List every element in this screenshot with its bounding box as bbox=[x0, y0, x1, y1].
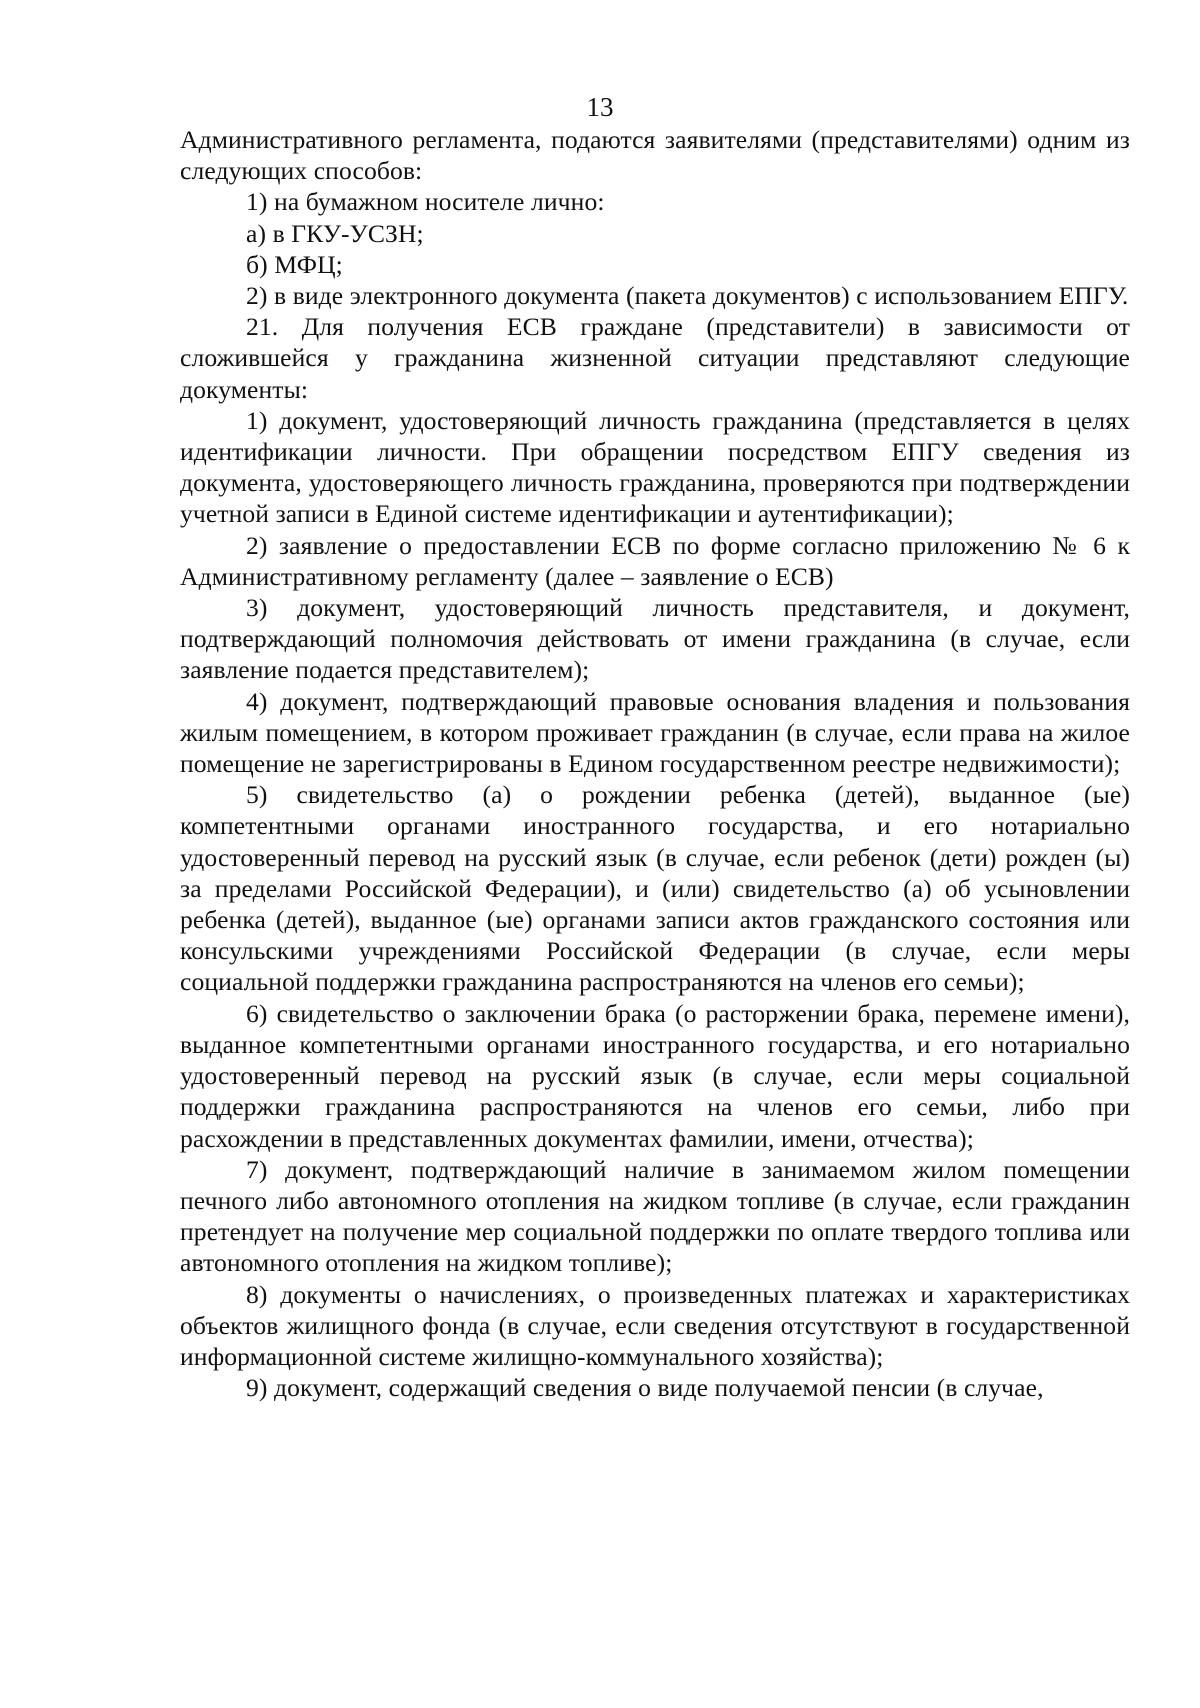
paragraph-doc-7: 7) документ, подтверждающий наличие в занимаемом жилом помещении печного либо автономного отопления на жидком топливе (в случае, если гражданин претендует на получение мер социальной поддержки по оплате твердого топлива или автономного отопления на жидком топливе); bbox=[180, 1154, 1130, 1278]
paragraph-doc-3: 3) документ, удостоверяющий личность представителя, и документ, подтверждающий полномочия действовать от имени гражданина (в случае, если заявление подается представителем); bbox=[180, 593, 1130, 685]
paragraph-item-2: 2) в виде электронного документа (пакета документов) с использованием ЕПГУ. bbox=[246, 281, 1129, 311]
paragraph-intro: Административного регламента, подаются заявителями (представителями) одним из следующих способов: bbox=[180, 125, 1130, 186]
paragraph-item-1a: а) в ГКУ-УСЗН; bbox=[246, 218, 424, 248]
paragraph-item-1b: б) МФЦ; bbox=[246, 249, 343, 279]
paragraph-doc-1: 1) документ, удостоверяющий личность гражданина (представляется в целях идентификации личности. При обращении посредством ЕПГУ сведения из документа, удостоверяющего личность гражданина, проверяются при подтверждении учетной записи в Единой системе идентификации и аутентификации); bbox=[180, 405, 1130, 529]
paragraph-item-1: 1) на бумажном носителе лично: bbox=[246, 187, 605, 217]
page-number: 13 bbox=[586, 92, 614, 122]
paragraph-doc-9: 9) документ, содержащий сведения о виде получаемой пенсии (в случае, bbox=[246, 1373, 1044, 1403]
paragraph-doc-2: 2) заявление о предоставлении ЕСВ по форме согласно приложению № 6 к Административному регламенту (далее – заявление о ЕСВ) bbox=[180, 530, 1130, 591]
paragraph-doc-6: 6) свидетельство о заключении брака (о расторжении брака, перемене имени), выданное компетентными органами иностранного государства, и его нотариально удостоверенный перевод на русский язык (в случае, если меры социальной поддержки гражданина распространяются на членов его семьи, либо при расхождении в представленных документах фамилии, имени, отчества); bbox=[180, 998, 1130, 1153]
paragraph-doc-4: 4) документ, подтверждающий правовые основания владения и пользования жилым помещением, в котором проживает гражданин (в случае, если права на жилое помещение не зарегистрированы в Едином государственном реестре недвижимости); bbox=[180, 686, 1130, 779]
document-body bbox=[180, 124, 1130, 1403]
paragraph-doc-5: 5) свидетельство (а) о рождении ребенка (детей), выданное (ые) компетентными органами иностранного государства, и его нотариально удостоверенный перевод на русский язык (в случае, если ребенок (дети) рожден (ы) за пределами Российской Федерации), и (или) свидетельство (а) об усыновлении ребенка (детей), выданное (ые) органами записи актов гражданского состояния или консульскими учреждениями Российской Федерации (в случае, если меры социальной поддержки гражданина распространяются на членов его семьи); bbox=[180, 780, 1130, 997]
paragraph-doc-8: 8) документы о начислениях, о произведенных платежах и характеристиках объектов жилищного фонда (в случае, если сведения отсутствуют в государственной информационной системе жилищно-коммунального хозяйства); bbox=[180, 1279, 1130, 1371]
paragraph-section-21: 21. Для получения ЕСВ граждане (представители) в зависимости от сложившейся у гражданина жизненной ситуации представляют следующие документы: bbox=[180, 312, 1130, 404]
